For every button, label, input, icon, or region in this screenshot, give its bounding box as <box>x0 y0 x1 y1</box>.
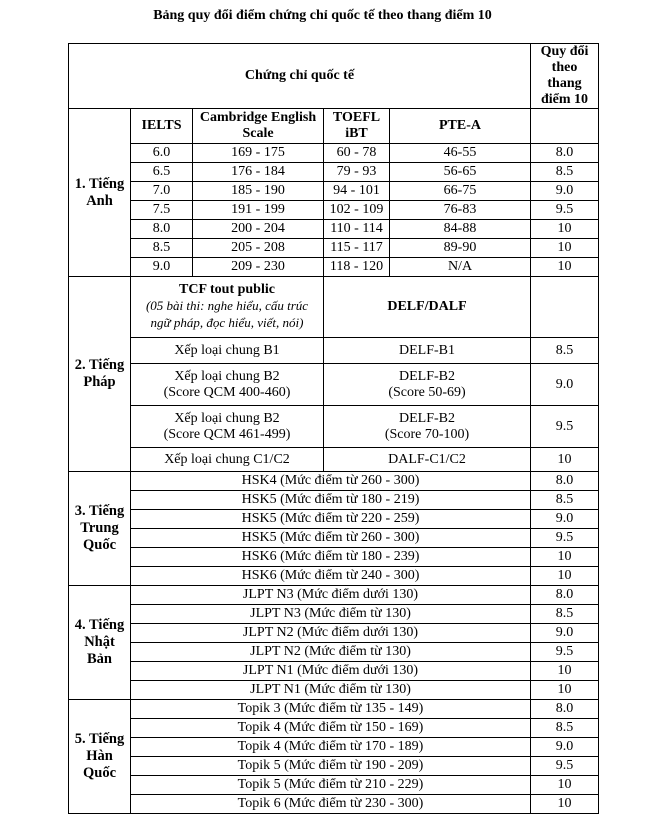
toefl-cell: 79 - 93 <box>324 163 390 182</box>
text-line: Hàn <box>86 748 113 764</box>
text-line: điểm 10 <box>540 92 589 107</box>
score-cell: 10 <box>531 567 599 586</box>
score-cell: 10 <box>531 662 599 681</box>
group-label <box>69 472 131 586</box>
score-cell: 9.0 <box>531 738 599 757</box>
text-line: DELF-B1 <box>399 342 455 358</box>
text-line: Anh <box>86 192 113 209</box>
table-row <box>69 448 599 472</box>
ielts-cell: 7.5 <box>131 201 193 220</box>
ielts-cell: 8.0 <box>131 220 193 239</box>
text-line: theo <box>551 60 578 75</box>
table-row <box>69 757 599 776</box>
text-line: (Score 50-69) <box>388 384 466 400</box>
table-row <box>69 220 599 239</box>
score-cell: 8.5 <box>531 338 599 364</box>
score-cell: 9.0 <box>531 364 599 406</box>
page-title: Bảng quy đổi điểm chứng chỉ quốc tế theo thang điểm 10 <box>153 8 492 23</box>
score-cell: 9.0 <box>531 182 599 201</box>
text-line: Scale <box>242 126 274 141</box>
table-row <box>69 239 599 258</box>
tcf-note <box>146 298 308 330</box>
delf-cell <box>324 448 531 472</box>
score-cell: 8.0 <box>531 144 599 163</box>
table-row <box>69 182 599 201</box>
score-cell: 8.5 <box>531 163 599 182</box>
group-label-english <box>69 109 131 277</box>
group-label-french <box>69 277 131 472</box>
table-row <box>69 605 599 624</box>
text-line: DALF-C1/C2 <box>388 451 466 467</box>
cert-cell: JLPT N2 (Mức điểm dưới 130) <box>131 624 531 643</box>
text-line: Pháp <box>83 374 116 390</box>
conversion-table <box>68 43 599 814</box>
score-cell: 10 <box>531 239 599 258</box>
text-line: TOEFL <box>332 110 381 125</box>
text-line: (05 bài thi: nghe hiểu, cấu trúc <box>145 298 309 313</box>
score-cell: 9.5 <box>531 643 599 662</box>
cert-cell: Topik 4 (Mức điểm từ 150 - 169) <box>131 719 531 738</box>
text-line: 1. Tiếng <box>74 175 125 192</box>
pte-cell: 76-83 <box>390 201 531 220</box>
cambridge-cell: 200 - 204 <box>193 220 324 239</box>
ielts-cell: 6.5 <box>131 163 193 182</box>
toefl-cell: 60 - 78 <box>324 144 390 163</box>
table-row <box>69 662 599 681</box>
cambridge-cell: 205 - 208 <box>193 239 324 258</box>
text-line: 3. Tiếng <box>74 503 125 519</box>
ielts-cell: 8.5 <box>131 239 193 258</box>
table-row <box>69 144 599 163</box>
table-row <box>69 510 599 529</box>
toefl-cell: 102 - 109 <box>324 201 390 220</box>
score-cell: 10 <box>531 776 599 795</box>
toefl-cell: 110 - 114 <box>324 220 390 239</box>
text-line: Bản <box>87 651 112 667</box>
group-label <box>69 700 131 814</box>
text-line: iBT <box>345 126 368 141</box>
text-line: Cambridge English <box>199 110 317 125</box>
pte-cell: N/A <box>390 258 531 277</box>
cert-cell: HSK6 (Mức điểm từ 240 - 300) <box>131 567 531 586</box>
text-line: ngữ pháp, đọc hiểu, viết, nói) <box>150 315 304 330</box>
tcf-header <box>131 277 324 338</box>
text-line: Trung <box>80 520 119 536</box>
tcf-cell <box>131 406 324 448</box>
cert-cell: Topik 3 (Mức điểm từ 135 - 149) <box>131 700 531 719</box>
cert-cell: Topik 6 (Mức điểm từ 230 - 300) <box>131 795 531 814</box>
score-cell: 9.0 <box>531 624 599 643</box>
text-line: (Score QCM 400-460) <box>163 384 291 400</box>
cambridge-cell: 209 - 230 <box>193 258 324 277</box>
text-line: thang <box>547 76 582 91</box>
cert-cell: JLPT N3 (Mức điểm dưới 130) <box>131 586 531 605</box>
text-line: Xếp loại chung B2 <box>174 410 280 426</box>
text-line: PTE-A <box>439 118 481 133</box>
score-cell: 8.5 <box>531 491 599 510</box>
table-row <box>69 776 599 795</box>
text-line: 4. Tiếng <box>74 617 125 633</box>
table-row <box>69 406 599 448</box>
table-row <box>69 529 599 548</box>
pte-cell: 46-55 <box>390 144 531 163</box>
cert-cell: HSK6 (Mức điểm từ 180 - 239) <box>131 548 531 567</box>
english-score-header-empty <box>531 109 599 144</box>
cert-cell: Topik 5 (Mức điểm từ 190 - 209) <box>131 757 531 776</box>
pte-cell: 56-65 <box>390 163 531 182</box>
english-col-header <box>193 109 324 144</box>
english-header-row <box>69 109 599 144</box>
score-cell: 9.0 <box>531 510 599 529</box>
text-line: (Score 70-100) <box>384 426 470 442</box>
table-row <box>69 548 599 567</box>
table-row <box>69 472 599 491</box>
french-header-row <box>69 277 599 338</box>
cambridge-cell: 191 - 199 <box>193 201 324 220</box>
score-cell: 10 <box>531 795 599 814</box>
ielts-cell: 7.0 <box>131 182 193 201</box>
text-line: DELF-B2 <box>399 410 455 426</box>
cert-cell: HSK5 (Mức điểm từ 180 - 219) <box>131 491 531 510</box>
table-row <box>69 643 599 662</box>
tcf-cell <box>131 364 324 406</box>
cert-cell: HSK4 (Mức điểm từ 260 - 300) <box>131 472 531 491</box>
english-col-header <box>390 109 531 144</box>
delf-cell <box>324 338 531 364</box>
table-row <box>69 795 599 814</box>
text-line: DELF-B2 <box>399 368 455 384</box>
cert-cell: Topik 5 (Mức điểm từ 210 - 229) <box>131 776 531 795</box>
score-cell: 8.5 <box>531 719 599 738</box>
score-cell: 10 <box>531 448 599 472</box>
tcf-cell <box>131 338 324 364</box>
score-cell: 8.0 <box>531 472 599 491</box>
text-line: Nhật <box>84 634 115 650</box>
header-row <box>69 44 599 109</box>
score-cell: 8.0 <box>531 700 599 719</box>
delf-header: DELF/DALF <box>324 277 531 338</box>
cert-header: Chứng chỉ quốc tế <box>69 44 531 109</box>
table-row <box>69 567 599 586</box>
table-row <box>69 201 599 220</box>
cert-cell: HSK5 (Mức điểm từ 260 - 300) <box>131 529 531 548</box>
score-cell: 10 <box>531 681 599 700</box>
table-row <box>69 364 599 406</box>
score-cell: 9.5 <box>531 757 599 776</box>
text-line: Xếp loại chung C1/C2 <box>164 451 290 467</box>
table-row <box>69 163 599 182</box>
cert-cell: JLPT N2 (Mức điểm từ 130) <box>131 643 531 662</box>
tcf-cell <box>131 448 324 472</box>
table-row <box>69 586 599 605</box>
ielts-cell: 9.0 <box>131 258 193 277</box>
table-row <box>69 338 599 364</box>
pte-cell: 84-88 <box>390 220 531 239</box>
ielts-cell: 6.0 <box>131 144 193 163</box>
text-line: Xếp loại chung B1 <box>174 342 280 358</box>
table-row <box>69 624 599 643</box>
cert-cell: JLPT N3 (Mức điểm từ 130) <box>131 605 531 624</box>
score-cell: 10 <box>531 258 599 277</box>
delf-cell <box>324 406 531 448</box>
english-col-header <box>131 109 193 144</box>
text-line: Quốc <box>82 537 117 553</box>
table-row <box>69 258 599 277</box>
tcf-title: TCF tout public <box>179 282 275 297</box>
score-cell: 10 <box>531 220 599 239</box>
pte-cell: 89-90 <box>390 239 531 258</box>
cert-cell: JLPT N1 (Mức điểm dưới 130) <box>131 662 531 681</box>
table-row <box>69 700 599 719</box>
table-row <box>69 719 599 738</box>
text-line: 2. Tiếng <box>74 357 125 373</box>
cert-cell: HSK5 (Mức điểm từ 220 - 259) <box>131 510 531 529</box>
french-score-header-empty <box>531 277 599 338</box>
text-line: IELTS <box>141 118 182 133</box>
group-label <box>69 586 131 700</box>
text-line: Quốc <box>82 765 117 781</box>
text-line: Quy đổi <box>540 44 589 59</box>
toefl-cell: 94 - 101 <box>324 182 390 201</box>
text-line: 5. Tiếng <box>74 731 125 747</box>
english-col-header <box>324 109 390 144</box>
convert-header <box>531 44 599 109</box>
score-cell: 10 <box>531 548 599 567</box>
delf-cell <box>324 364 531 406</box>
table-row <box>69 681 599 700</box>
text-line: Xếp loại chung B2 <box>174 368 280 384</box>
cambridge-cell: 169 - 175 <box>193 144 324 163</box>
toefl-cell: 118 - 120 <box>324 258 390 277</box>
toefl-cell: 115 - 117 <box>324 239 390 258</box>
score-cell: 9.5 <box>531 406 599 448</box>
table-row <box>69 491 599 510</box>
cambridge-cell: 185 - 190 <box>193 182 324 201</box>
table-row <box>69 738 599 757</box>
cert-cell: JLPT N1 (Mức điểm từ 130) <box>131 681 531 700</box>
score-cell: 8.5 <box>531 605 599 624</box>
cert-cell: Topik 4 (Mức điểm từ 170 - 189) <box>131 738 531 757</box>
score-cell: 9.5 <box>531 529 599 548</box>
cambridge-cell: 176 - 184 <box>193 163 324 182</box>
score-cell: 8.0 <box>531 586 599 605</box>
pte-cell: 66-75 <box>390 182 531 201</box>
text-line: (Score QCM 461-499) <box>163 426 291 442</box>
score-cell: 9.5 <box>531 201 599 220</box>
